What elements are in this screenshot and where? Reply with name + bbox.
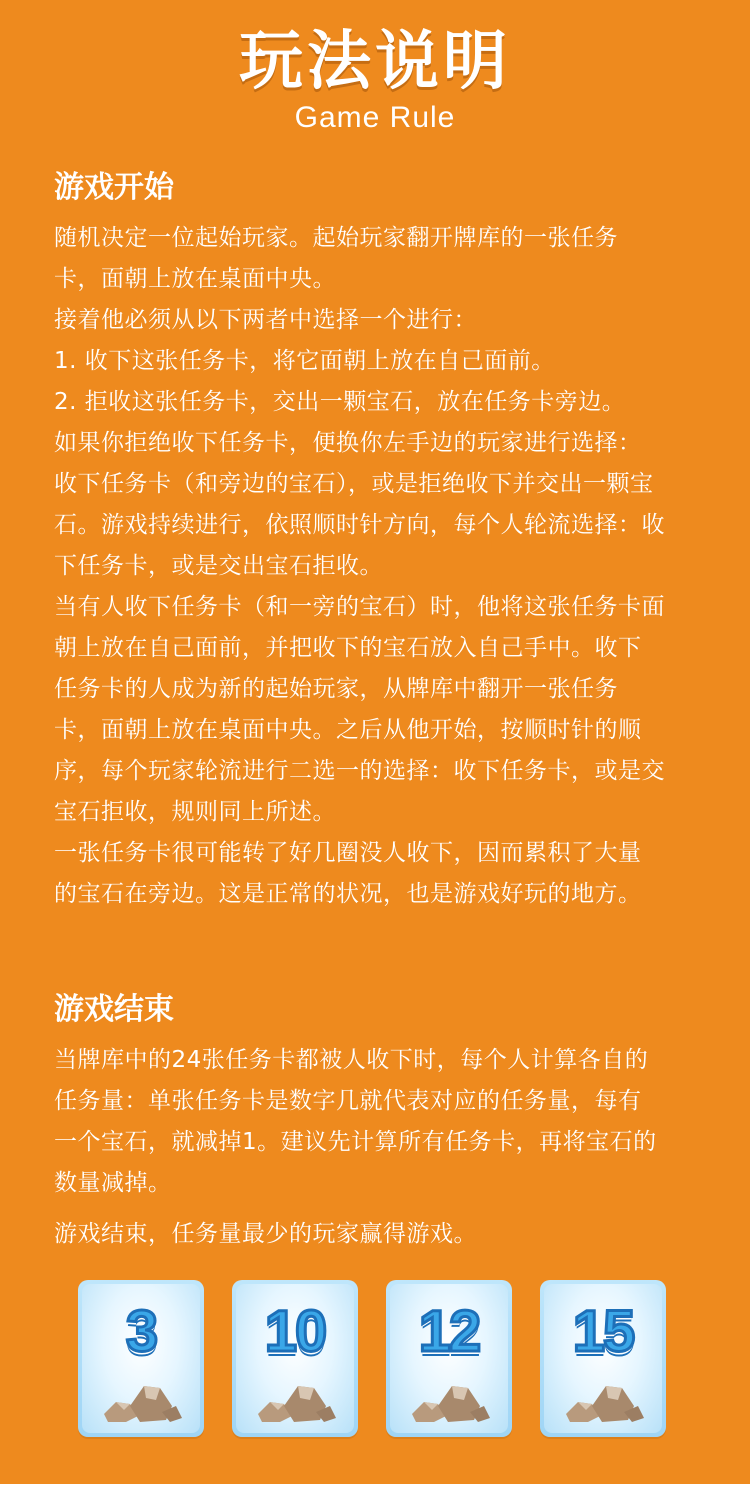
- paragraph-line: 的宝石在旁边。这是正常的状况，也是游戏好玩的地方。: [54, 881, 642, 907]
- paragraph-line: 接着他必须从以下两者中选择一个进行：: [54, 307, 477, 333]
- page-subtitle: Game Rule: [294, 101, 456, 134]
- task-card: [386, 1280, 512, 1437]
- task-card: [540, 1280, 666, 1437]
- card-number: 15: [572, 1299, 634, 1364]
- paragraph-line: 序，每个玩家轮流进行二选一的选择：收下任务卡，或是交: [54, 758, 665, 784]
- paragraph-line: 2. 拒收这张任务卡，交出一颗宝石，放在任务卡旁边。: [54, 389, 626, 415]
- section-heading-game-start: 游戏开始: [54, 170, 174, 205]
- game-start-text: [54, 218, 704, 915]
- paragraph-line: 石。游戏持续进行，依照顺时针方向，每个人轮流选择：收: [54, 512, 665, 538]
- paragraph-line: 卡，面朝上放在桌面中央。之后从他开始，按顺时针的顺: [54, 717, 642, 743]
- paragraph-line: 当有人收下任务卡（和一旁的宝石）时，他将这张任务卡面: [54, 594, 665, 620]
- paragraph-line: 下任务卡，或是交出宝石拒收。: [54, 553, 383, 579]
- rock-pile-icon: [404, 1366, 494, 1426]
- page-title: 玩法说明: [239, 25, 511, 99]
- paragraph-line: 游戏结束，任务量最少的玩家赢得游戏。: [54, 1221, 477, 1247]
- paragraph-line: 朝上放在自己面前，并把收下的宝石放入自己手中。收下: [54, 635, 642, 661]
- game-end-text: [54, 1040, 704, 1255]
- card-number: 3: [125, 1299, 157, 1364]
- card-number: 12: [418, 1299, 480, 1364]
- rock-pile-icon: [96, 1366, 186, 1426]
- paragraph-line: 任务卡的人成为新的起始玩家，从牌库中翻开一张任务: [54, 676, 618, 702]
- paragraph-line: 收下任务卡（和旁边的宝石），或是拒绝收下并交出一颗宝: [54, 471, 654, 497]
- paragraph-line: 如果你拒绝收下任务卡，便换你左手边的玩家进行选择：: [54, 430, 642, 456]
- task-card: [78, 1280, 204, 1437]
- rock-pile-icon: [250, 1366, 340, 1426]
- paragraph-line: 任务量：单张任务卡是数字几就代表对应的任务量，每有: [54, 1088, 642, 1114]
- paragraph-line: 宝石拒收，规则同上所述。: [54, 799, 336, 825]
- card-number: 10: [264, 1299, 326, 1364]
- paragraph-line: 数量减掉。: [54, 1170, 172, 1196]
- paragraph-line: 当牌库中的24张任务卡都被人收下时，每个人计算各自的: [54, 1047, 649, 1073]
- section-heading-game-end: 游戏结束: [54, 992, 174, 1027]
- task-card-row: [78, 1280, 666, 1437]
- rock-pile-icon: [558, 1366, 648, 1426]
- paragraph-line: 一个宝石，就减掉1。建议先计算所有任务卡，再将宝石的: [54, 1129, 657, 1155]
- paragraph-line: 1. 收下这张任务卡，将它面朝上放在自己面前。: [54, 348, 555, 374]
- paragraph-line: 随机决定一位起始玩家。起始玩家翻开牌库的一张任务: [54, 225, 618, 251]
- task-card: [232, 1280, 358, 1437]
- paragraph-line: 卡，面朝上放在桌面中央。: [54, 266, 336, 292]
- paragraph-line: 一张任务卡很可能转了好几圈没人收下，因而累积了大量: [54, 840, 642, 866]
